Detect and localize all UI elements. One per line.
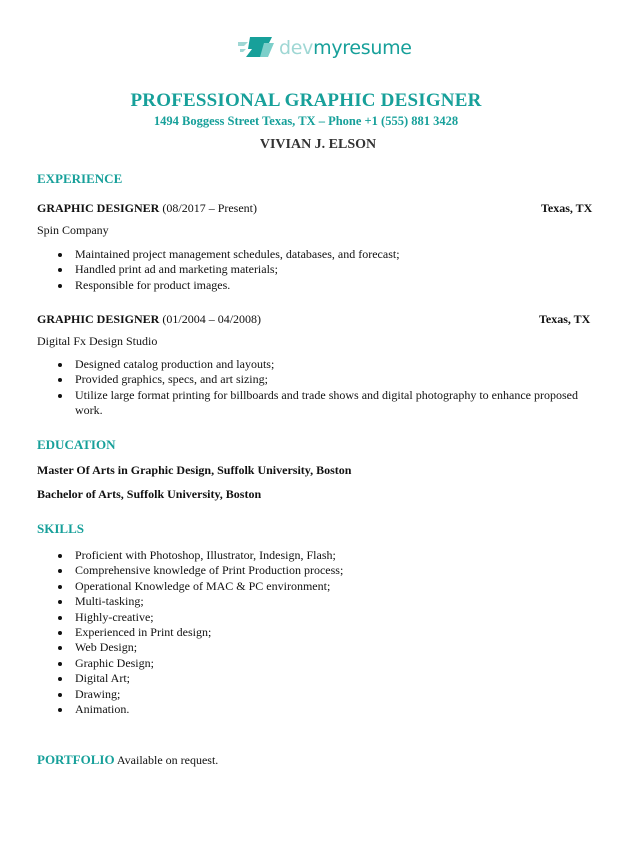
job-2-company: Digital Fx Design Studio: [37, 334, 158, 348]
list-item: Digital Art;: [75, 671, 605, 686]
list-item: Highly-creative;: [75, 610, 605, 625]
logo-mark-icon: [238, 37, 276, 59]
job-2-location: Texas, TX: [539, 312, 591, 326]
education-item-2: Bachelor of Arts, Suffolk University, Boston: [37, 487, 262, 501]
job-2-title-row: [37, 312, 261, 327]
list-item: Operational Knowledge of MAC & PC environment;: [75, 579, 605, 594]
job-1-company: Spin Company: [37, 223, 109, 237]
portfolio-heading: PORTFOLIO: [37, 752, 115, 767]
job-1-title-row: [37, 201, 257, 216]
contact-line: 1494 Boggess Street Texas, TX – Phone +1 (555) 881 3428: [153, 114, 459, 128]
skills-list: [55, 548, 605, 717]
job-1-dates: (08/2017 – Present): [159, 201, 258, 215]
resume-title: PROFESSIONAL GRAPHIC DESIGNER: [130, 90, 482, 111]
list-item: Drawing;: [75, 687, 605, 702]
list-item: Animation.: [75, 702, 605, 717]
list-item: Provided graphics, specs, and art sizing;: [75, 372, 605, 387]
education-heading: EDUCATION: [37, 437, 116, 452]
list-item: Responsible for product images.: [75, 278, 605, 293]
job-1-role: GRAPHIC DESIGNER: [37, 201, 160, 215]
skills-heading: SKILLS: [37, 521, 84, 536]
list-item: Graphic Design;: [75, 656, 605, 671]
logo-rest-text: myresume: [313, 37, 412, 59]
list-item: Web Design;: [75, 640, 605, 655]
candidate-name: VIVIAN J. ELSON: [259, 137, 377, 152]
portfolio-line: [37, 752, 218, 768]
list-item: Proficient with Photoshop, Illustrator, Indesign, Flash;: [75, 548, 605, 563]
job-1-bullets: [55, 247, 605, 293]
list-item: Handled print ad and marketing materials;: [75, 262, 605, 277]
experience-heading: EXPERIENCE: [37, 171, 123, 186]
job-2-role: GRAPHIC DESIGNER: [37, 312, 160, 326]
job-2-bullets: [55, 357, 605, 419]
list-item: Comprehensive knowledge of Print Production process;: [75, 563, 605, 578]
brand-logo: [238, 36, 412, 60]
job-1-location: Texas, TX: [541, 201, 593, 215]
logo-wordmark: [279, 36, 412, 60]
list-item: Designed catalog production and layouts;: [75, 357, 605, 372]
portfolio-text: Available on request.: [114, 753, 219, 767]
logo-dev-text: dev: [279, 37, 314, 59]
list-item: Maintained project management schedules, databases, and forecast;: [75, 247, 605, 262]
list-item: Utilize large format printing for billboards and trade shows and digital photography to enhance proposed work.: [75, 388, 605, 419]
education-item-1: Master Of Arts in Graphic Design, Suffolk University, Boston: [37, 463, 352, 477]
list-item: Experienced in Print design;: [75, 625, 605, 640]
job-2-dates: (01/2004 – 04/2008): [159, 312, 262, 326]
list-item: Multi-tasking;: [75, 594, 605, 609]
